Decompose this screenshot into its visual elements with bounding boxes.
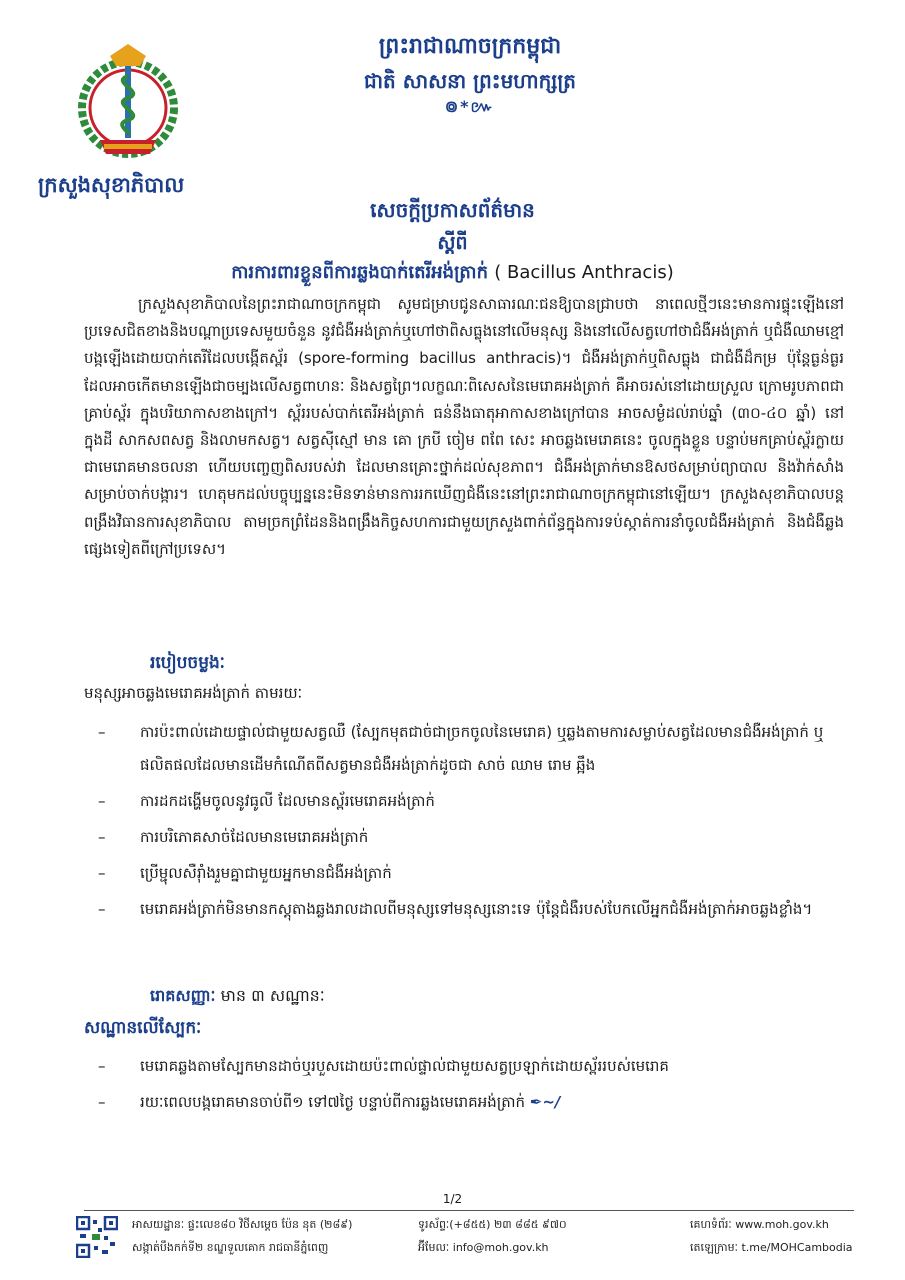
skin-form-list bbox=[98, 1050, 846, 1122]
document-title: សេចក្តីប្រកាសព័ត៌មាន bbox=[370, 198, 535, 222]
ornament-divider: ៙*៚ bbox=[444, 97, 496, 116]
document-title-about: ស្តីពី bbox=[437, 232, 468, 254]
symptoms-line bbox=[150, 985, 325, 1009]
symptoms-text: មាន ៣ សណ្ឋានៈ bbox=[215, 986, 325, 1005]
subject-khmer: ការការពារខ្លួនពីការឆ្លងបាក់តេរីអង់ត្រាក់ bbox=[231, 262, 488, 283]
document-subject bbox=[0, 260, 905, 287]
initials-signature: ✒︎~/ bbox=[529, 1093, 561, 1111]
page-number: 1/2 bbox=[442, 1192, 463, 1206]
skin-form-heading: សណ្ឋានលើស្បែកៈ bbox=[84, 1018, 202, 1038]
list-item: – ការដកដង្ហើមចូលនូវធូលី ដែលមានស្ព័រមេរោគអង់ត្រាក់ bbox=[98, 785, 846, 818]
ministry-name: ក្រសួងសុខាភិបាល bbox=[38, 173, 185, 197]
intro-paragraph: ក្រសួងសុខាភិបាលនៃព្រះរាជាណាចក្រកម្ពុជា សូមជម្រាបជូនសាធារណៈជនឱ្យបានជ្រាបថា នាពេលថ្មីៗនេះមានការផ្ទុះឡើងនៅប្រទេសជិតខាងនិងបណ្តាប្រទេសមួយចំនួន នូវជំងឺអង់ត្រាក់ឬហៅថាពិសធ្លុងនៅលើមនុស្ស និងនៅលើសត្វហៅថាជំងឺអង់ត្រាក់ ឬជំងឺឈាមខ្មៅ បង្កឡើងដោយបាក់តេរីដែលបង្កើតស្ព័រ (spore-forming bacillus anthracis)។ ជំងឺអង់ត្រាក់ឬពិសធ្លុង ជាជំងឺដ៏កម្រ ប៉ុន្តែធ្ងន់ធ្ងរ ដែលអាចកើតមានឡើងជាចម្បងលើសត្វពាហនៈ និងសត្វព្រៃ។លក្ខណៈពិសេសនៃមេរោគអង់ត្រាក់ គឺអាចរស់នៅដោយស្រួល ក្រោមរូបភាពជាគ្រាប់ស្ព័រ ក្នុងបរិយាកាសខាងក្រៅ។ ស្ព័ររបស់បាក់តេរីអង់ត្រាក់ ធន់នឹងធាតុអាកាសខាងក្រៅបាន អាចសម្ងំដល់រាប់ឆ្នាំ (៣០-៤០ ឆ្នាំ) នៅក្នុងដី សាកសពសត្វ និងលាមកសត្វ។ សត្វស៊ីស្មៅ មាន គោ ក្របី ចៀម ពពែ សេះ អាចឆ្លងមេរោគនេះ ចូលក្នុងខ្លួន បន្ទាប់មកគ្រាប់ស្ព័រក្លាយជាមេរោគមានចលនា ហើយបញ្ចេញពិសរបស់វា ដែលមានគ្រោះថ្នាក់ដល់សុខភាព។ ជំងឺអង់ត្រាក់មានឱសថសម្រាប់ព្យាបាល និងវ៉ាក់សាំងសម្រាប់ចាក់បង្ការ។ ហេតុមកដល់បច្ចុប្បន្ននេះមិនទាន់មានការរកឃើញជំងឺនេះនៅព្រះរាជាណាចក្រកម្ពុជានៅឡើយ។ ក្រសួងសុខាភិបាលបន្តពង្រឹងវិធានការសុខាភិបាល តាមច្រកព្រំដែននិងពង្រឹងកិច្ចសហការជាមួយក្រសួងពាក់ព័ន្ធក្នុងការទប់ស្កាត់ការនាំចូលជំងឺអង់ត្រាក់ និងជំងឺឆ្លងផ្សេងទៀតពីក្រៅប្រទេស។ bbox=[84, 295, 844, 558]
transmission-list bbox=[98, 716, 846, 929]
list-item: – មេរោគអង់ត្រាក់មិនមានកស្តុតាងឆ្លងរាលដាលពីមនុស្សទៅមនុស្សនោះទេ ប៉ុន្តែជំងឺរបស់បែកលើអ្នកជំងឺអង់ត្រាក់អាចឆ្លងខ្លាំង។ bbox=[98, 893, 846, 926]
list-item-text: រយៈពេលបង្ករោគមានចាប់ពី១ ទៅ៧ថ្ងៃ បន្ទាប់ពីការឆ្លងមេរោគអង់ត្រាក់ bbox=[140, 1093, 526, 1111]
list-item: – មេរោគឆ្លងតាមស្បែកមានដាច់ឬរបួសដោយប៉ះពាល់ផ្ទាល់ជាមួយសត្វប្រឡាក់ដោយស្ព័ររបស់មេរោគ bbox=[98, 1050, 846, 1083]
footer-phone: ទូរស័ព្ទៈ(+៨៥៥) ២៣ ៨៨៥ ៩៧០ bbox=[418, 1218, 567, 1231]
transmission-lead: មនុស្សអាចឆ្លងមេរោគអង់ត្រាក់ តាមរយៈ bbox=[84, 684, 303, 702]
ministry-emblem-icon bbox=[70, 42, 186, 168]
list-item bbox=[98, 1086, 846, 1119]
symptoms-label: រោគសញ្ញាៈ bbox=[150, 986, 216, 1005]
footer-telegram: តេឡេក្រាមៈ t.me/MOHCambodia bbox=[690, 1241, 853, 1254]
footer-address-line1: អាសយដ្ឋានៈ ផ្ទះលេខ៨០ វិថីសម្តេច ប៉ែន នុត (២៨៩) bbox=[132, 1218, 353, 1231]
qr-code-icon bbox=[76, 1216, 118, 1258]
footer-website: គេហទំព័រៈ www.moh.gov.kh bbox=[690, 1218, 829, 1231]
list-item: – ប្រើម្ជុលសឺរ៉ាំងរួមគ្នាជាមួយអ្នកមានជំងឺអង់ត្រាក់ bbox=[98, 857, 846, 890]
footer-address-line2: សង្កាត់បឹងកក់ទី២ ខណ្ឌទួលគោក រាជធានីភ្នំពេញ bbox=[132, 1241, 329, 1254]
subject-latin: ( Bacillus Anthracis) bbox=[494, 262, 674, 283]
list-item: – ការប៉ះពាល់ដោយផ្ទាល់ជាមួយសត្វឈឺ (ស្បែកមុតជាច់ជាច្រកចូលនៃមេរោគ) ឬឆ្លងតាមការសម្លាប់សត្វដែលមានជំងឺអង់ត្រាក់ ឬផលិតផលដែលមានដើមកំណើតពីសត្វមានជំងឺអង់ត្រាក់ដូចជា សាច់ ឈាម រោម ឆ្អឹង bbox=[98, 716, 846, 782]
transmission-heading: របៀបចម្លងៈ bbox=[150, 653, 225, 673]
national-motto: ជាតិ សាសនា ព្រះមហាក្សត្រ bbox=[364, 69, 576, 93]
footer-email: អ៊ីមែលៈ info@moh.gov.kh bbox=[418, 1241, 549, 1254]
kingdom-name: ព្រះរាជាណាចក្រកម្ពុជា bbox=[378, 34, 562, 59]
footer-divider bbox=[84, 1210, 854, 1211]
list-item: – ការបរិភោគសាច់ដែលមានមេរោគអង់ត្រាក់ bbox=[98, 821, 846, 854]
